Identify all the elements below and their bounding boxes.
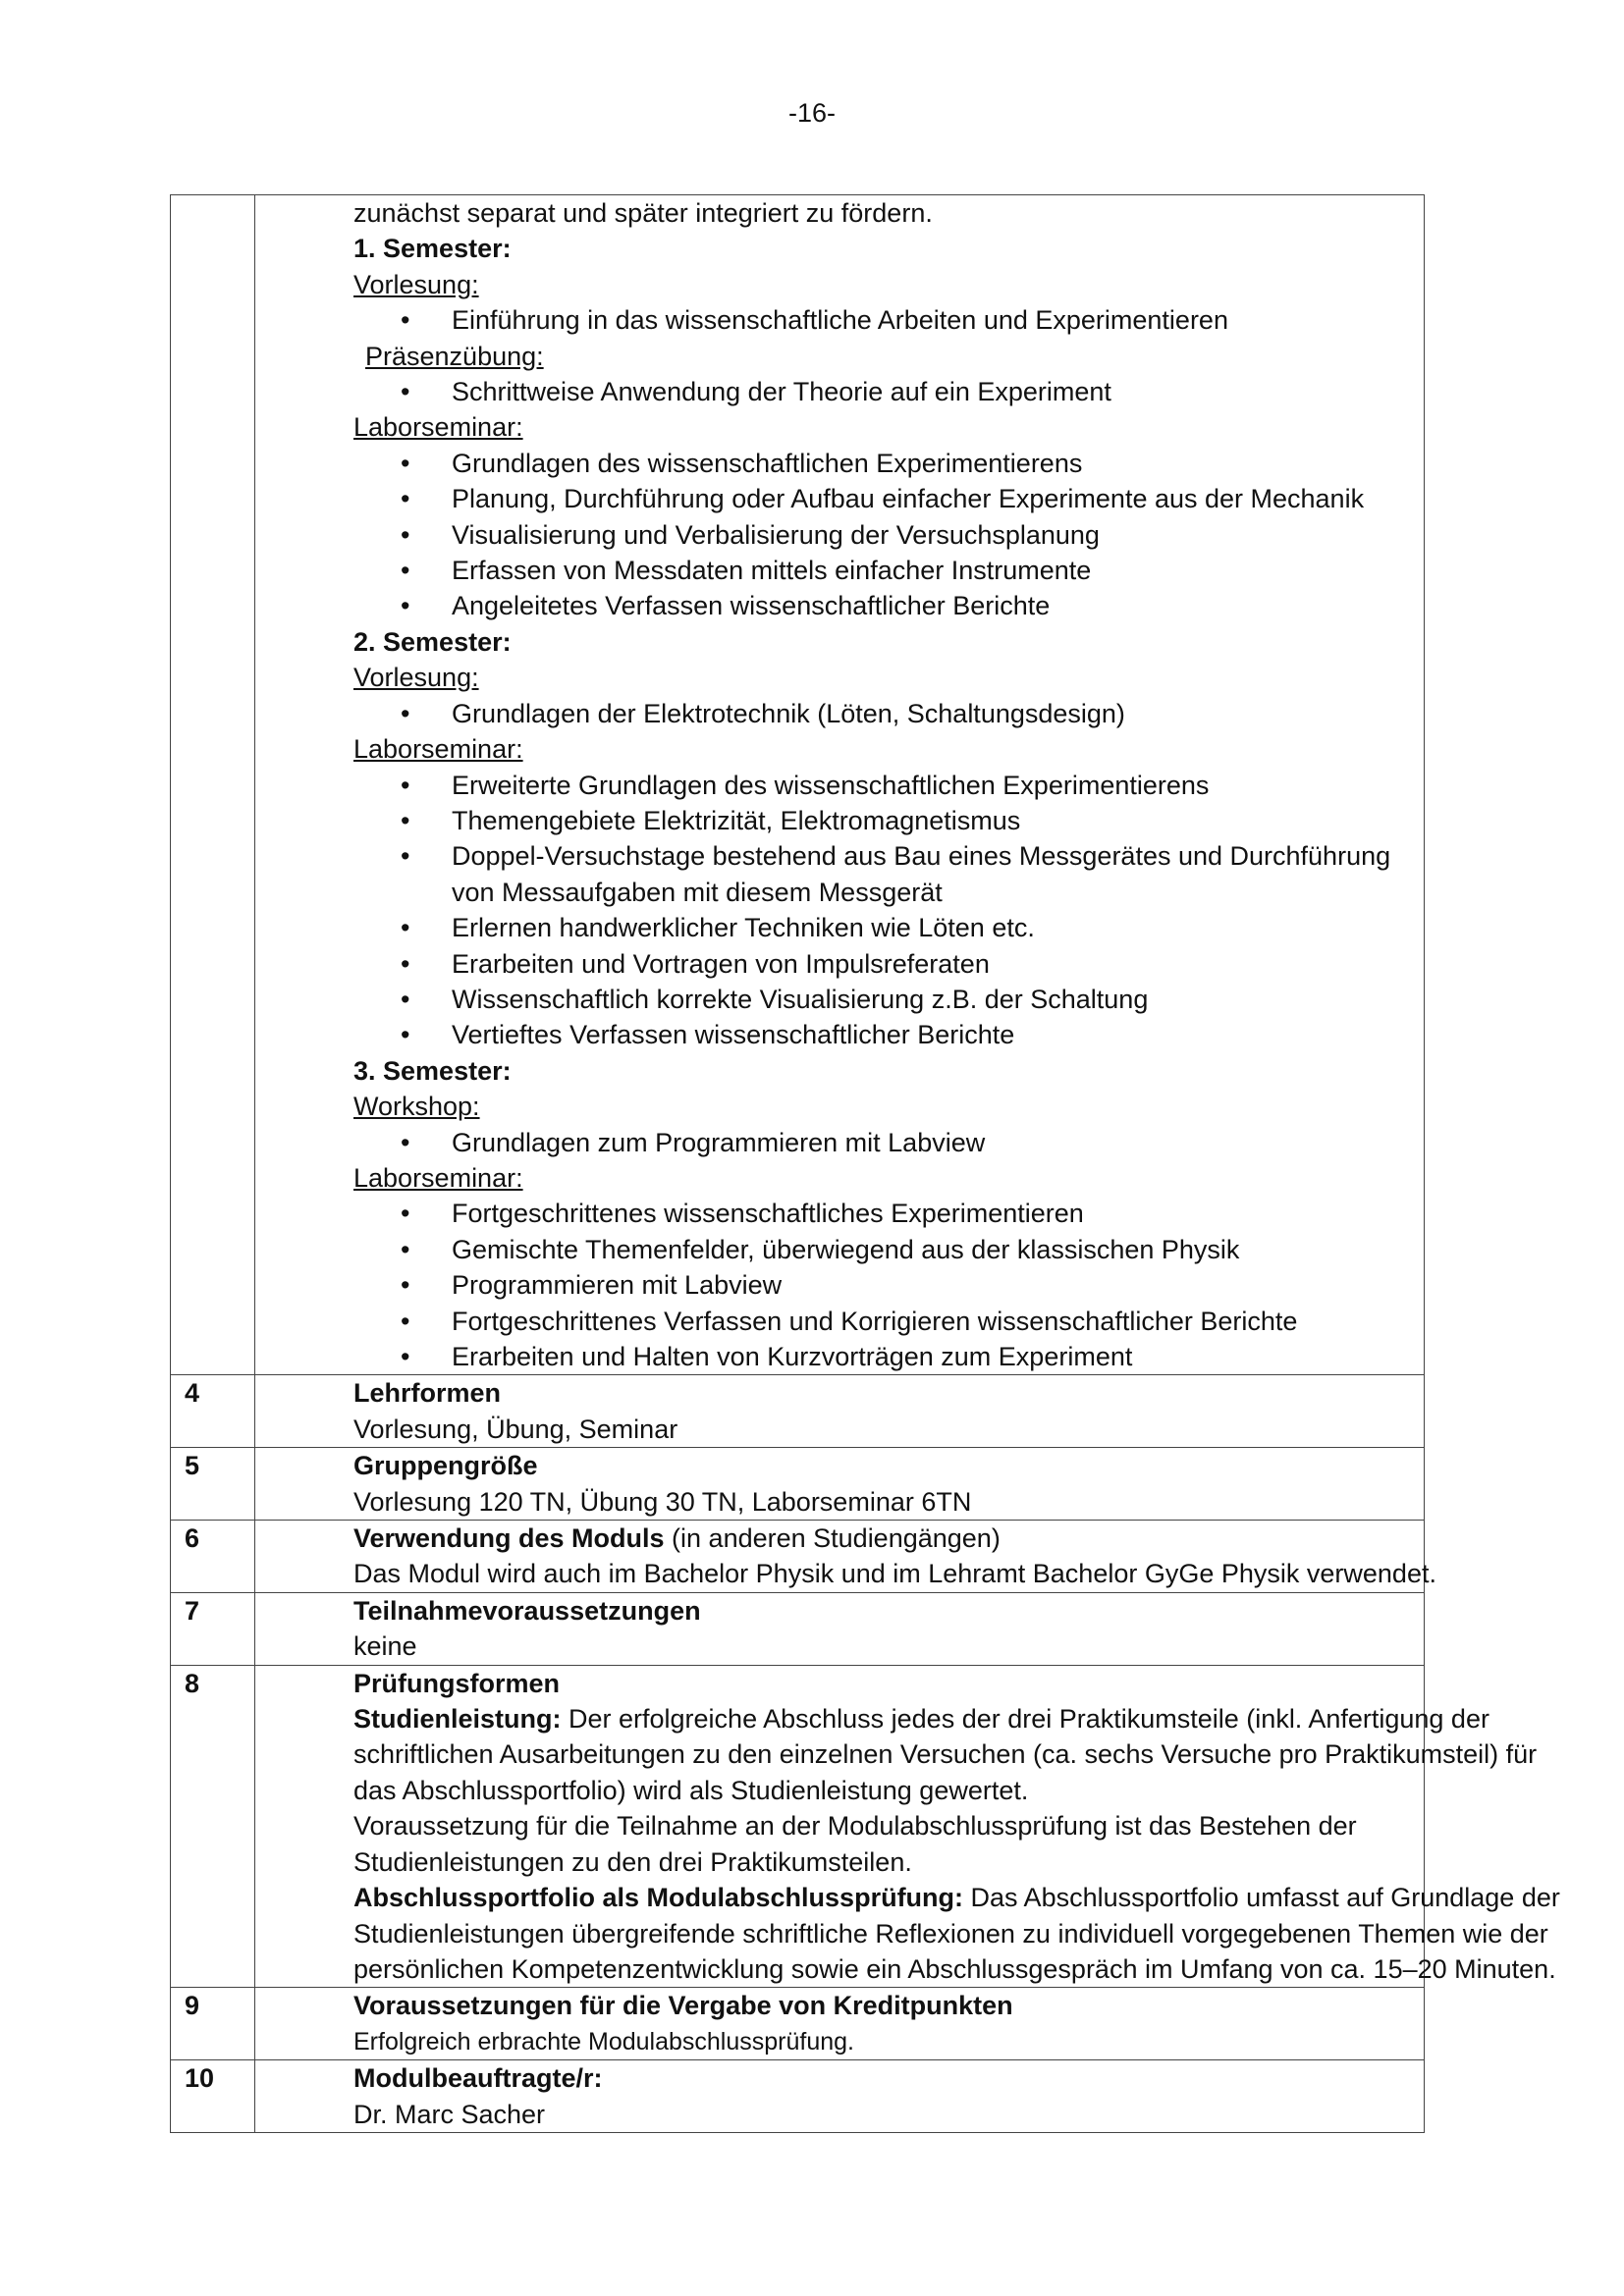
course-type-text: Workshop:: [353, 1092, 480, 1122]
course-type-label: [353, 339, 1404, 374]
portfolio-line: Das Abschlussportfolio umfasst auf Grundlage der: [963, 1883, 1560, 1913]
list-item: • Visualisierung und Verbalisierung der Versuchsplanung: [452, 517, 1404, 553]
table-row-pruefungsformen: [171, 1665, 1425, 1988]
bullet-list: [353, 696, 1404, 731]
row-title: Prüfungsformen: [353, 1668, 561, 1698]
bullet-list: [353, 768, 1404, 1053]
table-row-continuation: [171, 195, 1425, 1375]
table-row: [171, 1448, 1425, 1521]
study-line: schriftlichen Ausarbeitungen zu den einzelnen Versuchen (ca. sechs Versuche pro Praktikumsteil) für: [353, 1739, 1538, 1770]
row-number-cell: [171, 195, 255, 1375]
list-item: • Fortgeschrittenes Verfassen und Korrigieren wissenschaftlicher Berichte: [452, 1304, 1404, 1339]
bullet-list: [353, 446, 1404, 624]
row-number: 7: [171, 1592, 255, 1665]
list-item: • Grundlagen der Elektrotechnik (Löten, Schaltungsdesign): [452, 696, 1404, 731]
portfolio-line: persönlichen Kompetenzentwicklung sowie ein Abschlussgespräch im Umfang von ca. 15–20 Minuten.: [353, 1953, 1556, 1984]
list-item: • Einführung in das wissenschaftliche Arbeiten und Experimentieren: [452, 302, 1404, 338]
prereq-line: Studienleistungen zu den drei Praktikumsteilen.: [353, 1846, 912, 1877]
row-title: Verwendung des Moduls: [353, 1523, 665, 1554]
portfolio-line: Studienleistungen übergreifende schriftliche Reflexionen zu individuell vorgegebenen Themen wie der: [353, 1918, 1548, 1949]
list-item: • Erweiterte Grundlagen des wissenschaftlichen Experimentierens: [452, 768, 1404, 803]
row-heading: [353, 1375, 1404, 1411]
row-body: Vorlesung, Übung, Seminar: [353, 1414, 678, 1444]
row-content: [255, 2060, 1425, 2133]
course-type-label: [353, 660, 1404, 695]
list-item: • Themengebiete Elektrizität, Elektromagnetismus: [452, 803, 1404, 838]
row-heading: [353, 1521, 1404, 1556]
row-heading: [353, 1593, 1404, 1629]
course-type-text: Vorlesung:: [353, 663, 479, 693]
bullet-list: [353, 1125, 1404, 1160]
row-number: 9: [171, 1988, 255, 2060]
row-body: Vorlesung 120 TN, Übung 30 TN, Laborseminar 6TN: [353, 1486, 972, 1517]
row-body: Dr. Marc Sacher: [353, 2099, 546, 2129]
row-title: Lehrformen: [353, 1378, 502, 1409]
study-line: das Abschlussportfolio) wird als Studienleistung gewertet.: [353, 1775, 1029, 1805]
semester-content: [353, 195, 1404, 1374]
course-type-label: [353, 267, 1404, 302]
list-item: • Schrittweise Anwendung der Theorie auf ein Experiment: [452, 374, 1404, 409]
list-item: • Erarbeiten und Vortragen von Impulsreferaten: [452, 946, 1404, 982]
table-row: [171, 1375, 1425, 1448]
portfolio-label: Abschlussportfolio als Modulabschlussprüfung:: [353, 1883, 964, 1913]
row-body: Das Modul wird auch im Bachelor Physik und im Lehramt Bachelor GyGe Physik verwendet.: [353, 1559, 1436, 1589]
module-description-table: [170, 194, 1560, 2133]
table-row: [171, 1521, 1425, 1593]
row-number: 5: [171, 1448, 255, 1521]
bullet-list: [353, 1196, 1404, 1374]
list-item: • Angeleitetes Verfassen wissenschaftlicher Berichte: [452, 588, 1404, 623]
intro-text: zunächst separat und später integriert zu fördern.: [353, 198, 933, 228]
course-type-text: Präsenzübung:: [365, 341, 544, 371]
list-item: • Fortgeschrittenes wissenschaftliches Experimentieren: [452, 1196, 1404, 1231]
course-type-label: [353, 1089, 1404, 1124]
row-body: Erfolgreich erbrachte Modulabschlussprüfung.: [353, 2027, 854, 2056]
list-item: • Erlernen handwerklicher Techniken wie Löten etc.: [452, 910, 1404, 945]
row-title: Modulbeauftragte/r:: [353, 2063, 603, 2094]
row-content: [255, 1988, 1425, 2060]
table-row: [171, 1592, 1425, 1665]
table-row-kreditpunkte: [171, 1988, 1425, 2060]
table-row-modulbeauftragte: [171, 2060, 1425, 2133]
list-item: • Erarbeiten und Halten von Kurzvorträgen zum Experiment: [452, 1339, 1404, 1374]
row-content: [255, 1592, 1425, 1665]
studienleistung-label: Studienleistung:: [353, 1704, 562, 1735]
row-title-note: (in anderen Studiengängen): [664, 1523, 1001, 1554]
list-item: • Erfassen von Messdaten mittels einfacher Instrumente: [452, 553, 1404, 588]
bullet-list: [353, 374, 1404, 409]
row-number: 4: [171, 1375, 255, 1448]
semester-title: 3. Semester:: [353, 1055, 512, 1086]
course-type-text: Laborseminar:: [353, 734, 523, 765]
course-type-text: Vorlesung:: [353, 269, 479, 299]
content-continuation: [255, 195, 1425, 1375]
list-item: • Programmieren mit Labview: [452, 1267, 1404, 1303]
course-type-label: [353, 409, 1404, 445]
list-item: • Grundlagen zum Programmieren mit Labview: [452, 1125, 1404, 1160]
list-item: • Planung, Durchführung oder Aufbau einfacher Experimente aus der Mechanik: [452, 481, 1404, 516]
list-item: • Doppel-Versuchstage bestehend aus Bau eines Messgerätes und Durchführung von Messaufgaben mit diesem Messgerät: [452, 838, 1404, 910]
row-content: [255, 1521, 1436, 1593]
row-title: Teilnahmevoraussetzungen: [353, 1595, 701, 1626]
list-item: • Wissenschaftlich korrekte Visualisierung z.B. der Schaltung: [452, 982, 1404, 1017]
row-number: 6: [171, 1521, 255, 1593]
list-item: • Grundlagen des wissenschaftlichen Experimentierens: [452, 446, 1404, 481]
list-item: • Gemischte Themenfelder, überwiegend aus der klassischen Physik: [452, 1232, 1404, 1267]
study-line: Der erfolgreiche Abschluss jedes der drei Praktikumsteile (inkl. Anfertigung der: [561, 1704, 1489, 1735]
row-number: 8: [171, 1665, 255, 1988]
semester-title: 1. Semester:: [353, 234, 512, 264]
page-number: -16-: [787, 98, 836, 128]
row-number: 10: [171, 2060, 255, 2133]
course-type-label: [353, 1160, 1404, 1196]
course-type-label: [353, 731, 1404, 767]
row-content: [255, 1665, 1560, 1988]
list-item: • Vertieftes Verfassen wissenschaftlicher Berichte: [452, 1017, 1404, 1052]
row-title: Gruppengröße: [353, 1451, 538, 1481]
row-content: [255, 1375, 1425, 1448]
row-content: [255, 1448, 1425, 1521]
prereq-line: Voraussetzung für die Teilnahme an der Modulabschlussprüfung ist das Bestehen der: [353, 1811, 1357, 1842]
course-type-text: Laborseminar:: [353, 412, 523, 443]
row-heading: [353, 1448, 1404, 1483]
course-type-text: Laborseminar:: [353, 1162, 523, 1193]
row-body: keine: [353, 1631, 417, 1662]
bullet-list: [353, 302, 1404, 338]
row-title: Voraussetzungen für die Vergabe von Kreditpunkten: [353, 1991, 1013, 2021]
semester-title: 2. Semester:: [353, 626, 512, 657]
